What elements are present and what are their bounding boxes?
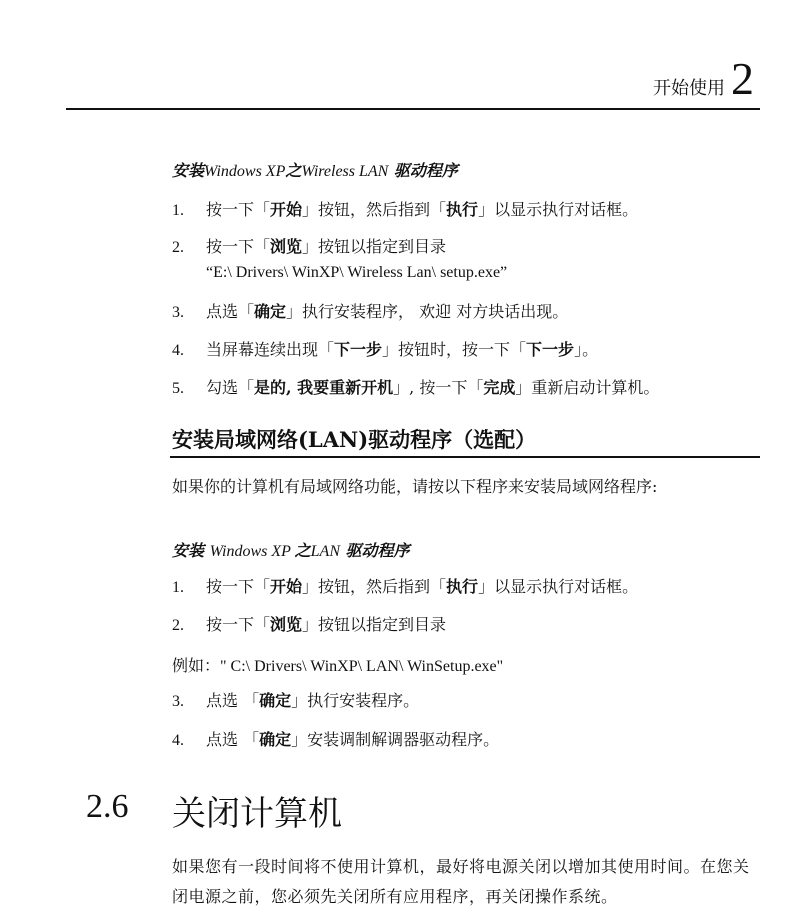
- wlan-subtitle-e: 驱动程序: [388, 161, 458, 180]
- section-rule: [170, 456, 760, 458]
- wlan-subtitle-b: Windows XP: [204, 163, 286, 180]
- step-text: 」, 按一下「: [393, 378, 484, 397]
- wlan-step: [172, 337, 598, 364]
- step-bold: 完成: [483, 378, 516, 397]
- step-bold: 开始: [270, 200, 303, 219]
- step-text: 」重新启动计算机。: [515, 378, 660, 397]
- wlan-subtitle: [172, 158, 458, 181]
- step-text: 按一下「: [206, 615, 271, 634]
- step-bold: 下一步: [526, 340, 575, 359]
- lan-subtitle-d: LAN: [310, 543, 340, 560]
- step-text: 」以显示执行对话框。: [478, 577, 639, 596]
- lan-step: [172, 612, 446, 639]
- step-text: 」按钮时，按一下「: [382, 340, 527, 359]
- step-bold: 下一步: [334, 340, 383, 359]
- step-number: 3.: [172, 304, 184, 321]
- lan-step: [172, 574, 638, 601]
- step-text: 按一下「: [206, 237, 271, 256]
- wlan-step: [172, 375, 659, 402]
- lan-subtitle-a: 安装: [172, 541, 210, 560]
- step-bold: 确定: [254, 302, 287, 321]
- step-text: 勾选「: [206, 378, 255, 397]
- step-number: 3.: [172, 693, 184, 710]
- wlan-subtitle-c: 之: [285, 161, 302, 180]
- step-text: 点选 「: [206, 730, 260, 749]
- step-bold: 确定: [259, 691, 292, 710]
- lan-subtitle: [172, 538, 410, 561]
- section-number: 2.6: [86, 788, 129, 825]
- wlan-subtitle-d: Wireless LAN: [301, 163, 389, 180]
- lan-step: [172, 688, 419, 715]
- step-text: 」执行安装程序， 欢迎 对方块话出现。: [286, 302, 569, 321]
- shutdown-paragraph: 如果您有一段时间将不使用计算机，最好将电源关闭以增加其使用时间。在您关闭电源之前，您必须先关闭所有应用程序，再关闭操作系统。: [172, 857, 750, 906]
- step-number: 1.: [172, 202, 184, 219]
- wlan-step: [172, 299, 568, 326]
- step-text: 」执行安装程序。: [291, 691, 420, 710]
- step-text: 按一下「: [206, 200, 271, 219]
- step-bold: 开始: [270, 577, 303, 596]
- step-bold: 执行: [446, 577, 479, 596]
- step-bold: 执行: [446, 200, 479, 219]
- lan-subtitle-b: Windows XP: [209, 543, 295, 560]
- step-bold: 是的, 我要重新开机: [254, 378, 394, 397]
- step-text: 当屏幕连续出现「: [206, 340, 335, 359]
- step-text: 」按钮以指定到目录: [302, 615, 447, 634]
- chapter-number: 2: [731, 53, 754, 104]
- header-rule: [66, 108, 760, 110]
- step-text: 点选 「: [206, 691, 260, 710]
- install-path: “E:\ Drivers\ WinXP\ Wireless Lan\ setup.exe”: [206, 264, 508, 281]
- step-bold: 确定: [259, 730, 292, 749]
- running-header: [653, 53, 754, 104]
- wlan-step: [172, 197, 638, 224]
- step-bold: 浏览: [270, 237, 303, 256]
- step-text: 点选「: [206, 302, 255, 321]
- header-title: 开始使用: [653, 78, 725, 99]
- step-number: 1.: [172, 579, 184, 596]
- step-number: 5.: [172, 380, 184, 397]
- step-text: 」按钮，然后指到「: [302, 577, 447, 596]
- step-text: 按一下「: [206, 577, 271, 596]
- section-title: 关闭计算机: [172, 794, 342, 834]
- section-heading: 安装局域网络(LAN)驱动程序（选配）: [172, 427, 537, 452]
- step-number: 2.: [172, 239, 184, 256]
- example-path: " C:\ Drivers\ WinXP\ LAN\ WinSetup.exe": [220, 658, 504, 675]
- step-text: 」。: [574, 340, 599, 359]
- lan-subtitle-c: 之: [294, 541, 311, 560]
- lan-step: [172, 727, 499, 754]
- step-number: 4.: [172, 342, 184, 359]
- step-text: 」按钮，然后指到「: [302, 200, 447, 219]
- step-text: 」以显示执行对话框。: [478, 200, 639, 219]
- section-intro: 如果你的计算机有局域网络功能，请按以下程序来安装局域网络程序:: [172, 477, 658, 496]
- wlan-step: [172, 234, 446, 261]
- step-bold: 浏览: [270, 615, 303, 634]
- example-label: 例如：: [172, 656, 221, 675]
- example-line: [172, 653, 503, 676]
- step-number: 2.: [172, 617, 184, 634]
- step-text: 」安装调制解调器驱动程序。: [291, 730, 500, 749]
- wlan-subtitle-a: 安装: [172, 161, 205, 180]
- step-text: 」按钮以指定到目录: [302, 237, 447, 256]
- lan-subtitle-e: 驱动程序: [339, 541, 410, 560]
- step-number: 4.: [172, 732, 184, 749]
